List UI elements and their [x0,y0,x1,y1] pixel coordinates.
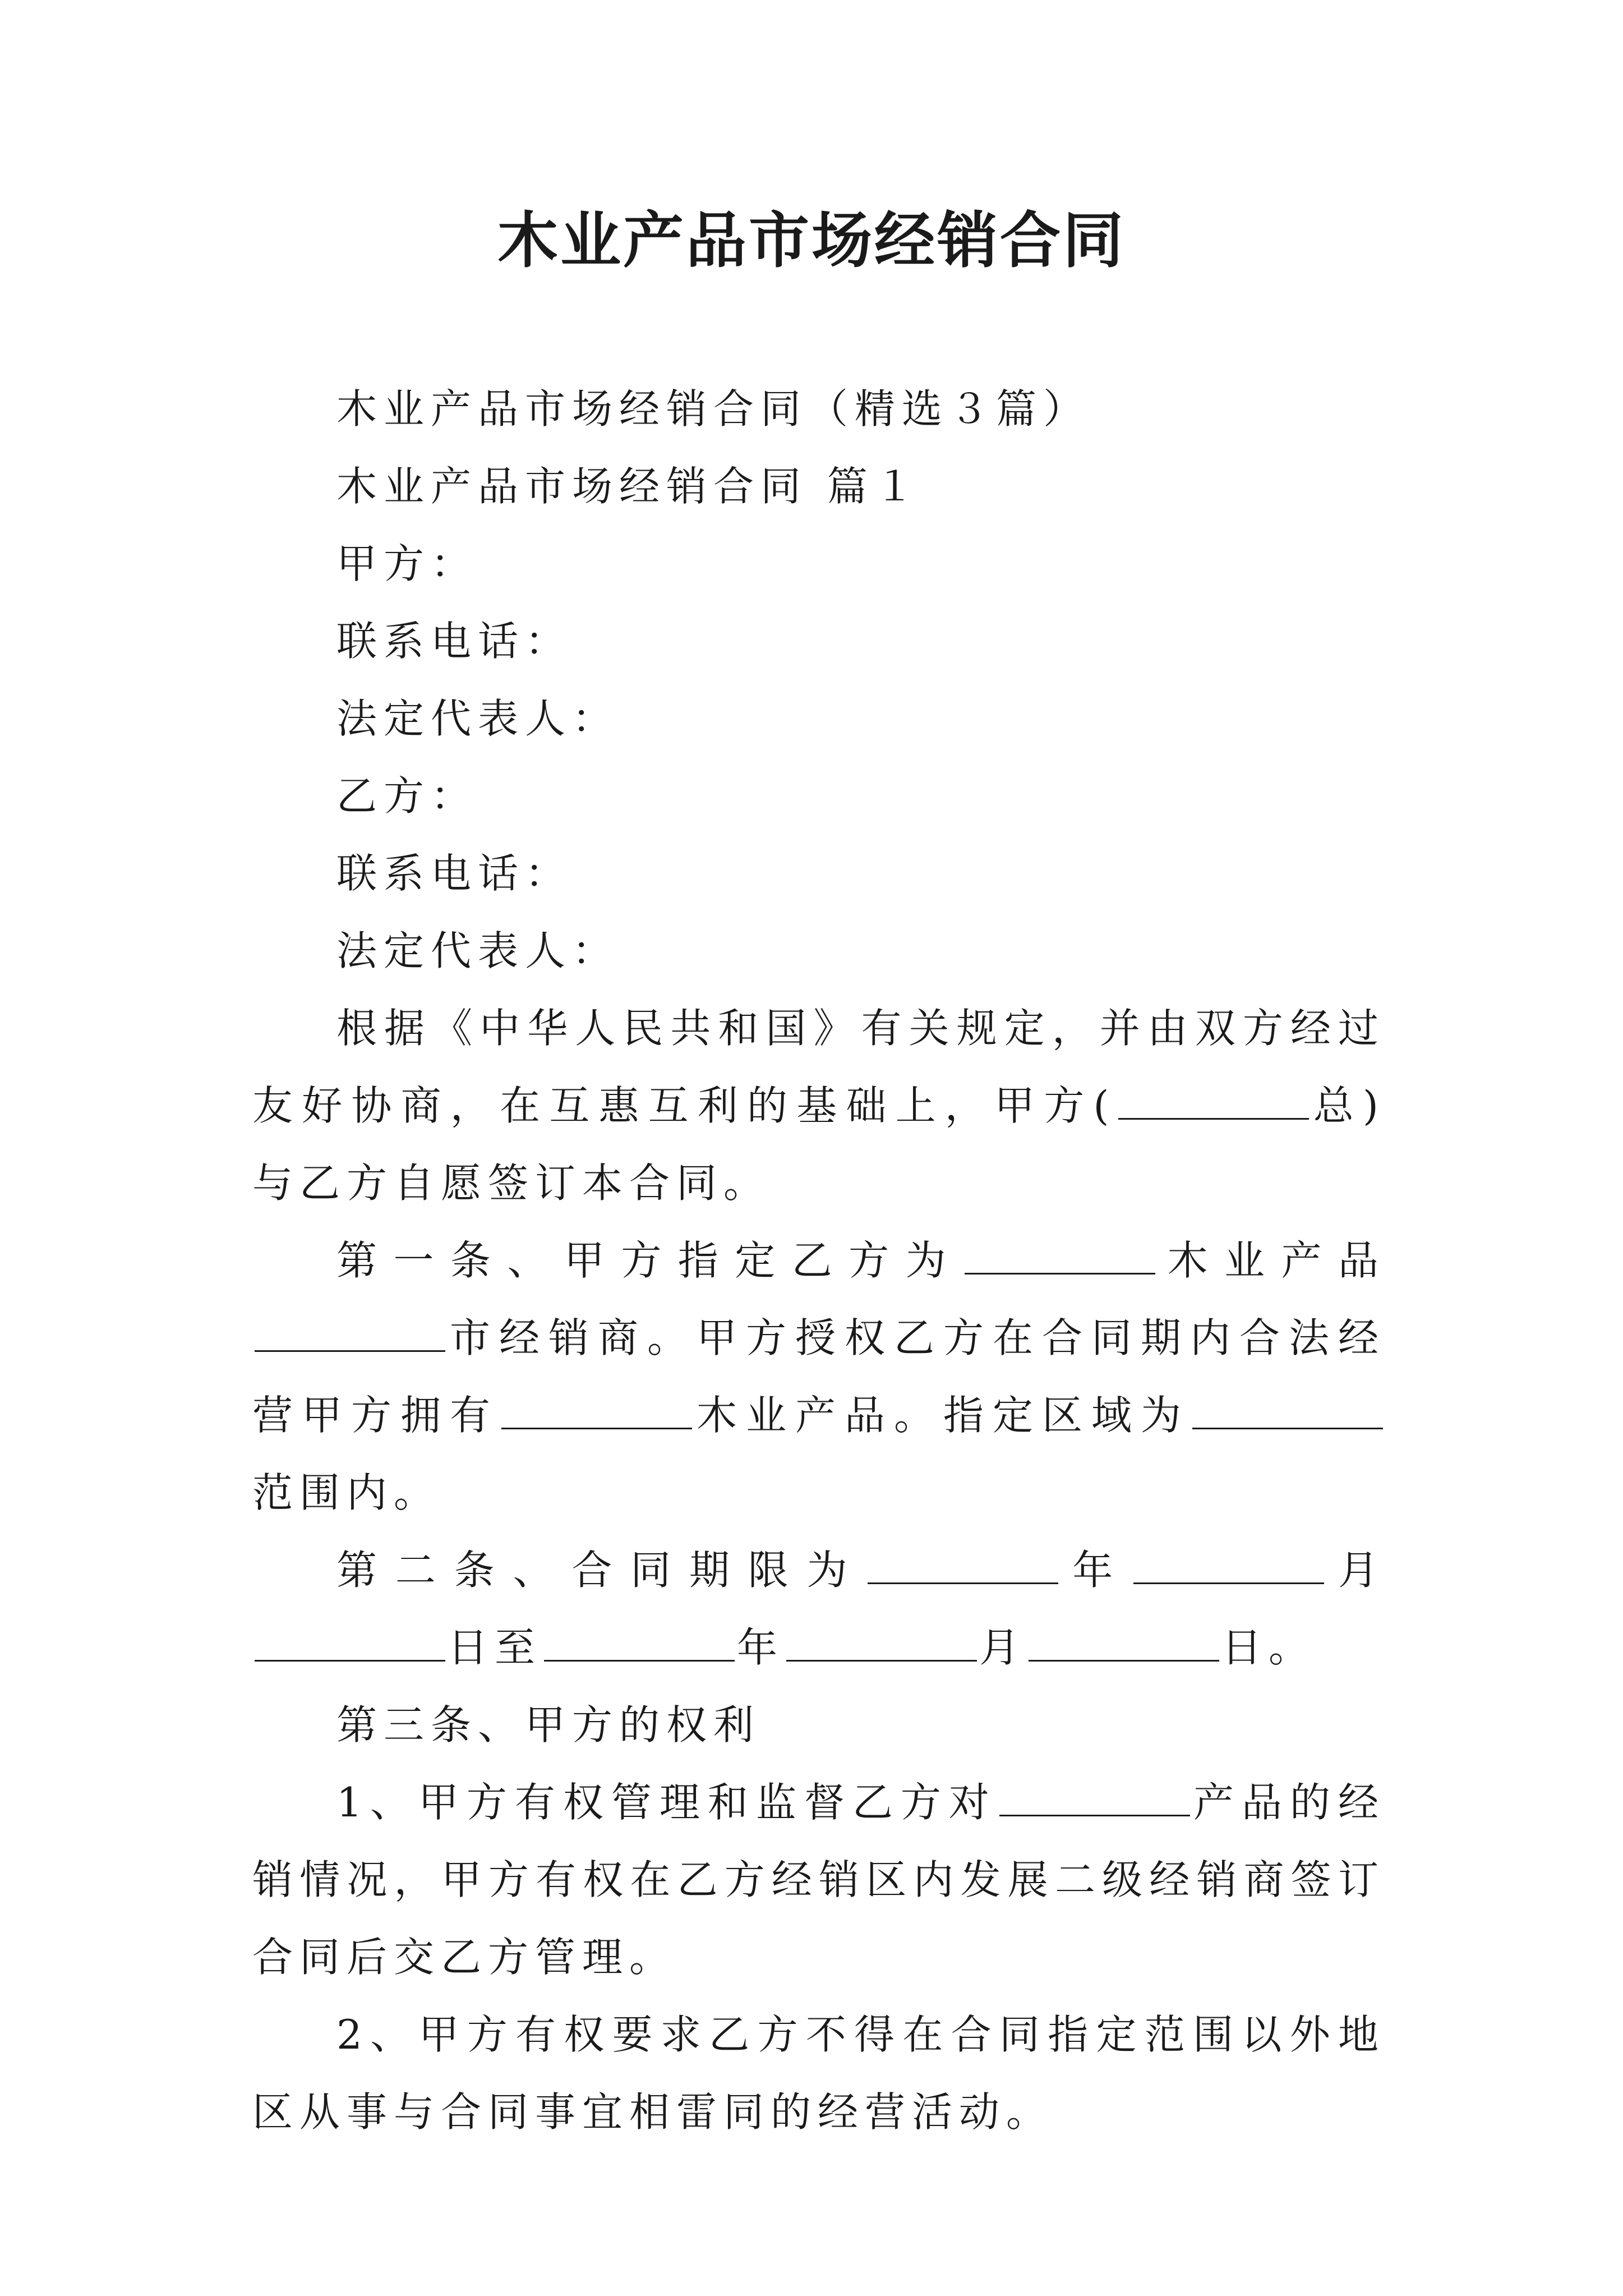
blank-field [544,1616,735,1662]
clause-1-paragraph [252,1764,1385,1996]
blank-field [255,1306,445,1352]
clause-1-text-2: 产品的经销情况，甲方有权在乙方经销区内发展二级经销商签订合同后交乙方管理。 [252,1779,1385,1981]
article-1-text-2: 木业产品 [1158,1237,1385,1284]
article-1-paragraph [252,1222,1385,1531]
article-1-text-1: 第一条、甲方指定乙方为 [336,1237,963,1284]
preamble-text-2: 总)与乙方自愿签订本合同。 [252,1082,1386,1207]
article-2-day-end: 日。 [1221,1624,1316,1671]
party-b-phone-label: 联系电话： [336,850,573,897]
article-1-text-4: 木业产品。指定区域为 [694,1392,1190,1439]
document-title: 木业产品市场经销合同 [497,206,1126,276]
article-1-text-5: 范围内。 [252,1469,441,1516]
article-2-paragraph [252,1531,1385,1686]
blank-field [868,1539,1058,1584]
article-2-day-to: 日至 [448,1624,542,1671]
article-2-text-1: 第二条、合同期限为 [336,1547,866,1594]
blank-field [255,1616,445,1662]
blank-field [1118,1074,1309,1120]
subtitle: 木业产品市场经销合同（精选３篇） [336,385,1091,432]
clause-2-paragraph: 2、甲方有权要求乙方不得在合同指定范围以外地区从事与合同事宜相雷同的经营活动。 [252,2011,1385,2136]
article-2-year-1: 年 [1061,1547,1132,1594]
party-b-label: 乙方： [336,772,478,820]
preamble-paragraph [252,990,1385,1222]
document-body [252,370,1385,2151]
blank-field [1133,1539,1324,1584]
party-a-label: 甲方： [336,540,478,587]
article-2-year-2: 年 [737,1624,785,1671]
blank-field [1029,1616,1219,1662]
party-a-representative-label: 法定代表人： [336,695,620,742]
article-3-heading: 第三条、甲方的权利 [336,1701,761,1749]
blank-field [965,1229,1155,1274]
party-b-representative-label: 法定代表人： [336,927,620,974]
article-2-month-2: 月 [979,1624,1027,1671]
section-heading: 木业产品市场经销合同 篇１ [336,463,921,510]
party-a-phone-label: 联系电话： [336,618,573,665]
blank-field [999,1771,1190,1816]
clause-1-text-1: 1、甲方有权管理和监督乙方对 [336,1779,997,1826]
blank-field [501,1384,692,1429]
article-1-text-3: 市经销商。甲方授权乙方在合同期内合法经营甲方拥有 [252,1314,1385,1439]
blank-field [1192,1384,1383,1429]
blank-field [786,1616,977,1662]
article-2-month-1: 月 [1326,1547,1385,1594]
preamble-text-1: 根据《中华人民共和国》有关规定，并由双方经过友好协商，在互惠互利的基础上，甲方( [252,1005,1385,1129]
